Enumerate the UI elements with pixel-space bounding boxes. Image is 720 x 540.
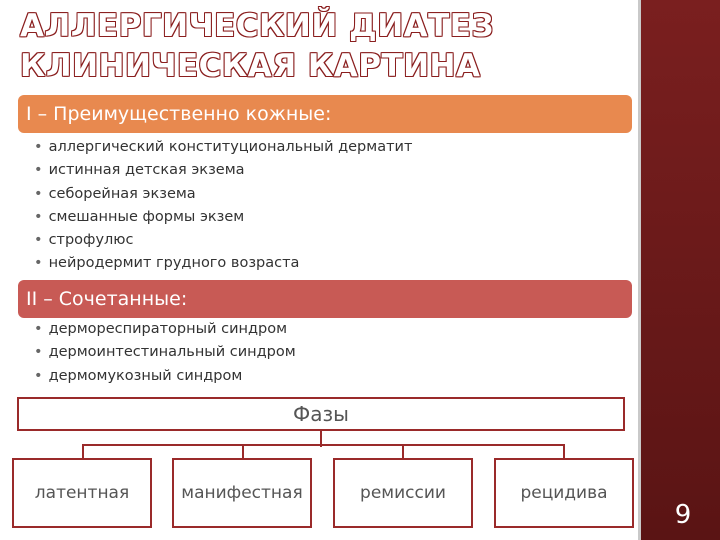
- phases-header: Фазы: [17, 397, 625, 431]
- phase-relapse: рецидива: [494, 458, 634, 528]
- connector-line: [82, 444, 564, 446]
- section-header-combined: II – Сочетанные:: [18, 280, 632, 318]
- title-line-1: АЛЛЕРГИЧЕСКИЙ ДИАТЕЗ: [20, 8, 494, 44]
- connector-line: [563, 444, 565, 458]
- list-item: • дермомукозный синдром: [34, 365, 296, 388]
- connector-line: [242, 444, 244, 458]
- list-item: • истинная детская экзема: [34, 159, 412, 182]
- slide-number: 9: [674, 500, 692, 530]
- connector-line: [82, 444, 84, 458]
- title-line-2: КЛИНИЧЕСКАЯ КАРТИНА: [20, 48, 481, 84]
- phase-remission: ремиссии: [333, 458, 473, 528]
- sidebar-panel: [641, 0, 720, 540]
- section-header-skin: I – Преимущественно кожные:: [18, 95, 632, 133]
- slide-title: [20, 6, 630, 86]
- phase-latent: латентная: [12, 458, 152, 528]
- list-item: • строфулюс: [34, 229, 412, 252]
- list-item: • аллергический конституциональный дерматит: [34, 136, 412, 159]
- list-item: • себорейная экзема: [34, 183, 412, 206]
- skin-forms-list: [34, 136, 412, 276]
- phase-manifest: манифестная: [172, 458, 312, 528]
- list-item: • смешанные формы экзем: [34, 206, 412, 229]
- connector-line: [402, 444, 404, 458]
- list-item: • дермореспираторный синдром: [34, 318, 296, 341]
- list-item: • нейродермит грудного возраста: [34, 252, 412, 275]
- combined-forms-list: [34, 318, 296, 388]
- list-item: • дермоинтестинальный синдром: [34, 341, 296, 364]
